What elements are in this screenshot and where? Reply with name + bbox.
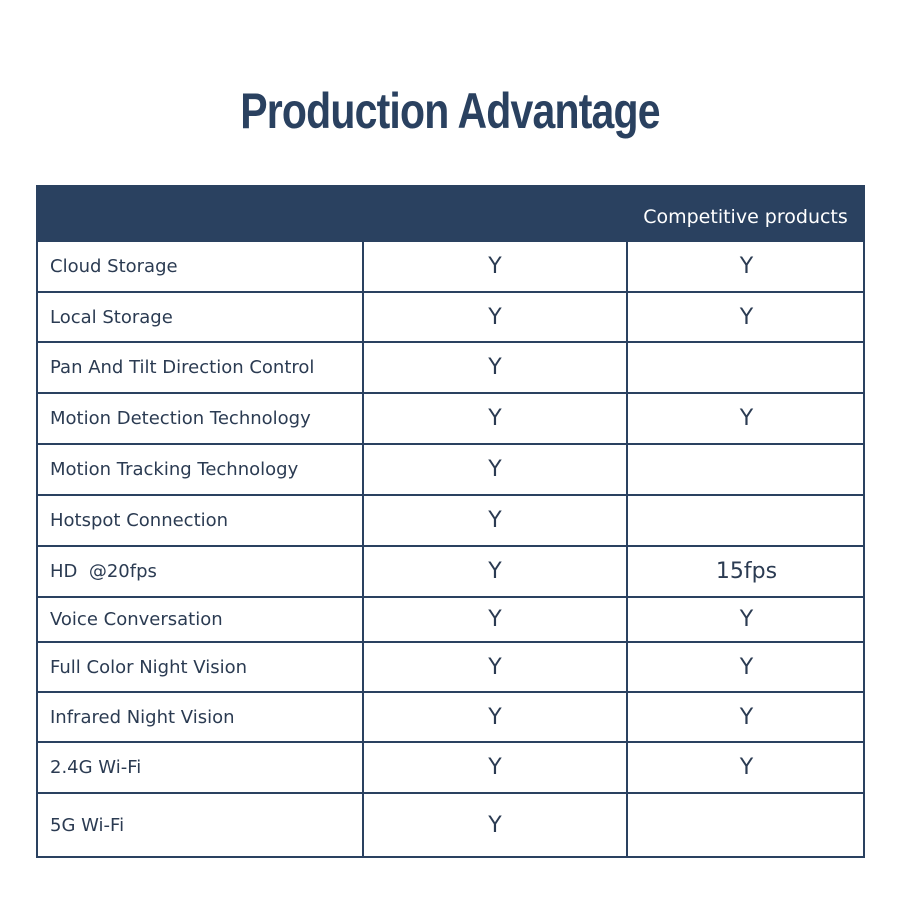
- table-row: [38, 641, 863, 691]
- competitor-cell: Y: [626, 743, 865, 792]
- ours-cell: Y: [362, 242, 626, 291]
- ours-cell: Y: [362, 343, 626, 392]
- ours-cell: Y: [362, 445, 626, 494]
- table-row: [38, 240, 863, 291]
- feature-cell: 5G Wi-Fi: [50, 814, 125, 836]
- ours-cell: Y: [362, 693, 626, 741]
- feature-cell: Cloud Storage: [50, 256, 178, 277]
- feature-cell: 2.4G Wi-Fi: [50, 757, 142, 778]
- competitor-cell: Y: [626, 293, 865, 341]
- ours-cell: Y: [362, 496, 626, 545]
- feature-cell: Motion Detection Technology: [50, 408, 311, 429]
- competitor-cell: [626, 445, 865, 494]
- competitor-cell: [626, 794, 865, 856]
- ours-cell: Y: [362, 598, 626, 641]
- header-cell-ours: [362, 187, 626, 240]
- competitor-cell: Y: [626, 242, 865, 291]
- table-row: [38, 741, 863, 792]
- page-title: Production Advantage: [240, 83, 660, 139]
- feature-cell: Pan And Tilt Direction Control: [50, 357, 315, 378]
- ours-cell: Y: [362, 293, 626, 341]
- table-row: [38, 596, 863, 641]
- ours-cell: Y: [362, 794, 626, 856]
- ours-cell: Y: [362, 547, 626, 596]
- table-row: [38, 792, 863, 856]
- ours-cell: Y: [362, 643, 626, 691]
- header-cell-feature: [38, 187, 362, 240]
- table-row: [38, 341, 863, 392]
- feature-cell: Hotspot Connection: [50, 510, 229, 531]
- feature-cell: Local Storage: [50, 306, 173, 328]
- feature-cell: Motion Tracking Technology: [50, 459, 299, 480]
- table-header: [38, 187, 863, 240]
- table-row: [38, 443, 863, 494]
- feature-cell: Voice Conversation: [50, 609, 223, 630]
- table-row: [38, 545, 863, 596]
- competitor-cell: Y: [626, 598, 865, 641]
- feature-cell: Full Color Night Vision: [50, 656, 248, 678]
- competitor-cell: Y: [626, 693, 865, 741]
- ours-cell: Y: [362, 743, 626, 792]
- competitor-cell: [626, 343, 865, 392]
- feature-cell: Infrared Night Vision: [50, 706, 235, 728]
- comparison-table: [36, 185, 865, 858]
- table-row: [38, 392, 863, 443]
- feature-cell: HD @20fps: [50, 561, 157, 582]
- competitor-cell: [626, 496, 865, 545]
- table-row: [38, 691, 863, 741]
- competitor-cell: Y: [626, 643, 865, 691]
- table-row: [38, 291, 863, 341]
- ours-cell: Y: [362, 394, 626, 443]
- table-row: [38, 494, 863, 545]
- competitor-cell: 15fps: [626, 547, 865, 596]
- competitor-cell: Y: [626, 394, 865, 443]
- header-cell-competitive: Competitive products: [643, 206, 848, 228]
